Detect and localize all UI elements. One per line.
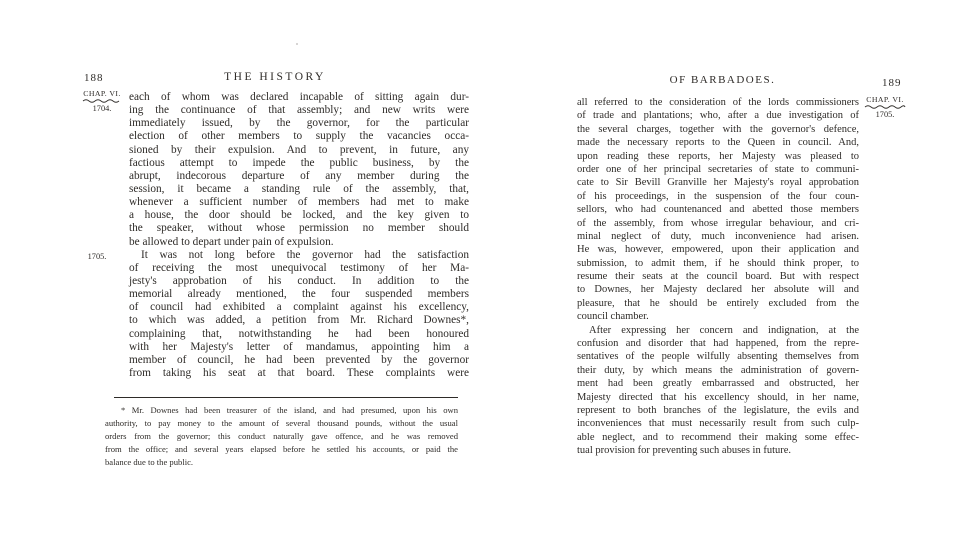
text-line: a house, the door should be locked, and the key given to: [129, 209, 469, 222]
text-line: authority, to pay money to the amount of several thousand pounds, without the usual: [105, 417, 458, 428]
text-line: election of other members to supply the vacancies occa-: [129, 130, 469, 143]
text-line: each of whom was declared incapable of sitting again dur-: [129, 91, 469, 103]
footnote-rule: [114, 397, 458, 398]
text-line: jesty's approbation of his conduct. In addition to the: [129, 274, 469, 287]
year-label: 1704.: [92, 104, 112, 113]
chapter-label: CHAP. VI.: [83, 89, 121, 98]
paragraph: [577, 96, 859, 324]
text-line: of the assembly, from whose irregular behaviour, and cri-: [577, 217, 859, 229]
text-line: sioned by their expulsion. And to prevent, in future, any: [129, 143, 469, 156]
text-line: session, it became a standing rule of the assembly, that,: [129, 182, 469, 195]
margin-note-chapter-right: [858, 95, 912, 120]
text-line: complaining that, notwithstanding he had been honoured: [129, 327, 469, 340]
text-line: be allowed to depart under pain of expulsion.: [129, 235, 334, 248]
text-line: Majesty directed that his excellency should, in her name,: [577, 391, 859, 403]
text-line: factious attempt to impede the public business, by the: [129, 156, 469, 169]
text-line: inconveniences that must necessarily result from such culp-: [577, 418, 859, 430]
paragraph: [129, 91, 469, 249]
running-head-left: THE HISTORY: [224, 71, 326, 83]
body-text-left: [129, 91, 469, 380]
text-line: pleasure, that he should be entirely excluded from the: [577, 297, 859, 309]
text-line: member of council, he had been prevented by the governor: [129, 353, 469, 366]
text-line: * Mr. Downes had been treasurer of the island, and had presumed, upon his own: [121, 405, 458, 415]
text-line: minal neglect of duty, much inconvenience had arisen.: [577, 230, 859, 242]
text-line: balance due to the public.: [105, 456, 194, 467]
text-line: He was, however, empowered, upon their application and: [577, 244, 859, 256]
margin-note-year-1705-left: 1705.: [87, 252, 107, 261]
text-line: immediately issued, by the governor, for the particular: [129, 117, 469, 130]
text-line: of council had exhibited a complaint against his excellency,: [129, 301, 469, 314]
year-label: 1705.: [875, 110, 895, 119]
text-line: the speaker, without whose permission no member should: [129, 222, 469, 235]
text-line: orders from the governor; this conduct naturally gave offence, and he was removed: [105, 430, 458, 441]
text-line: their duty, by which means the administration of govern-: [577, 364, 859, 376]
footnote-block: [105, 404, 458, 468]
right-page: [490, 0, 980, 552]
text-line: council chamber.: [577, 311, 649, 323]
text-line: cate to Sir Bevill Granville her Majesty's royal approbation: [577, 177, 859, 189]
text-line: tual provision for preventing such abuses in future.: [577, 445, 792, 457]
text-line: from taking his seat at that board. These complaints were: [129, 366, 469, 379]
text-line: resume their seats at the council board. But with respect: [577, 271, 859, 283]
text-line: ing the continuance of that assembly; and new writs were: [129, 104, 469, 117]
margin-note-chapter-left: [76, 89, 128, 114]
paragraph: [577, 324, 859, 458]
text-line: ment had been greatly embarrassed and obstructed, her: [577, 378, 859, 390]
text-line: After expressing her concern and indignation, at the: [589, 324, 859, 336]
text-line: made the necessary reports to the Queen in council. And,: [577, 137, 859, 149]
text-line: sentatives of the people wilfully absenting themselves from: [577, 351, 859, 363]
text-line: of receiving the most unequivocal testimony of her Ma-: [129, 261, 469, 274]
chapter-label: CHAP. VI.: [866, 95, 904, 104]
text-line: of trade and plantations; who, after a due investigation of: [577, 110, 859, 122]
running-head-right: OF BARBADOES.: [669, 74, 776, 86]
text-line: the several charges, together with the governor's defence,: [577, 123, 859, 135]
text-line: order one of her principal secretaries of state to communi-: [577, 163, 859, 175]
text-line: sellors, who had countenanced and abetted those members: [577, 204, 859, 216]
text-line: of his proceedings, in the suspension of the four coun-: [577, 190, 859, 202]
page-number-right: 189: [882, 77, 902, 89]
text-line: upon reading these reports, her Majesty was pleased to: [577, 150, 859, 162]
text-line: from the office; and several years elapsed before he settled his accounts, or paid the: [105, 443, 458, 454]
text-line: memorial already mentioned, the four suspended members: [129, 288, 469, 301]
text-line: all referred to the consideration of the lords commissioners: [577, 97, 859, 108]
body-text-right: [577, 96, 859, 458]
text-line: whenever a sufficient number of members had met to make: [129, 196, 469, 209]
text-line: abrupt, indecorous departure of any member during the: [129, 169, 469, 182]
text-line: to which was added, a petition from Mr. Richard Downes*,: [129, 314, 469, 327]
text-line: It was not long before the governor had the satisfaction: [141, 248, 469, 261]
page-number-left: 188: [84, 72, 104, 84]
text-line: with her Majesty's letter of mandamus, appointing him a: [129, 340, 469, 353]
text-line: to Downes, her Majesty declared her absolute will and: [577, 284, 859, 296]
text-line: able neglect, and to recommend their making some effec-: [577, 431, 859, 443]
paragraph: [129, 249, 469, 380]
text-line: submission, to admit them, if he should think proper, to: [577, 257, 859, 269]
text-line: confusion and disorder that had happened, from the repre-: [577, 338, 859, 350]
scan-speckle: [296, 43, 298, 45]
text-line: represent to both branches of the legislature, the evils and: [577, 404, 859, 416]
